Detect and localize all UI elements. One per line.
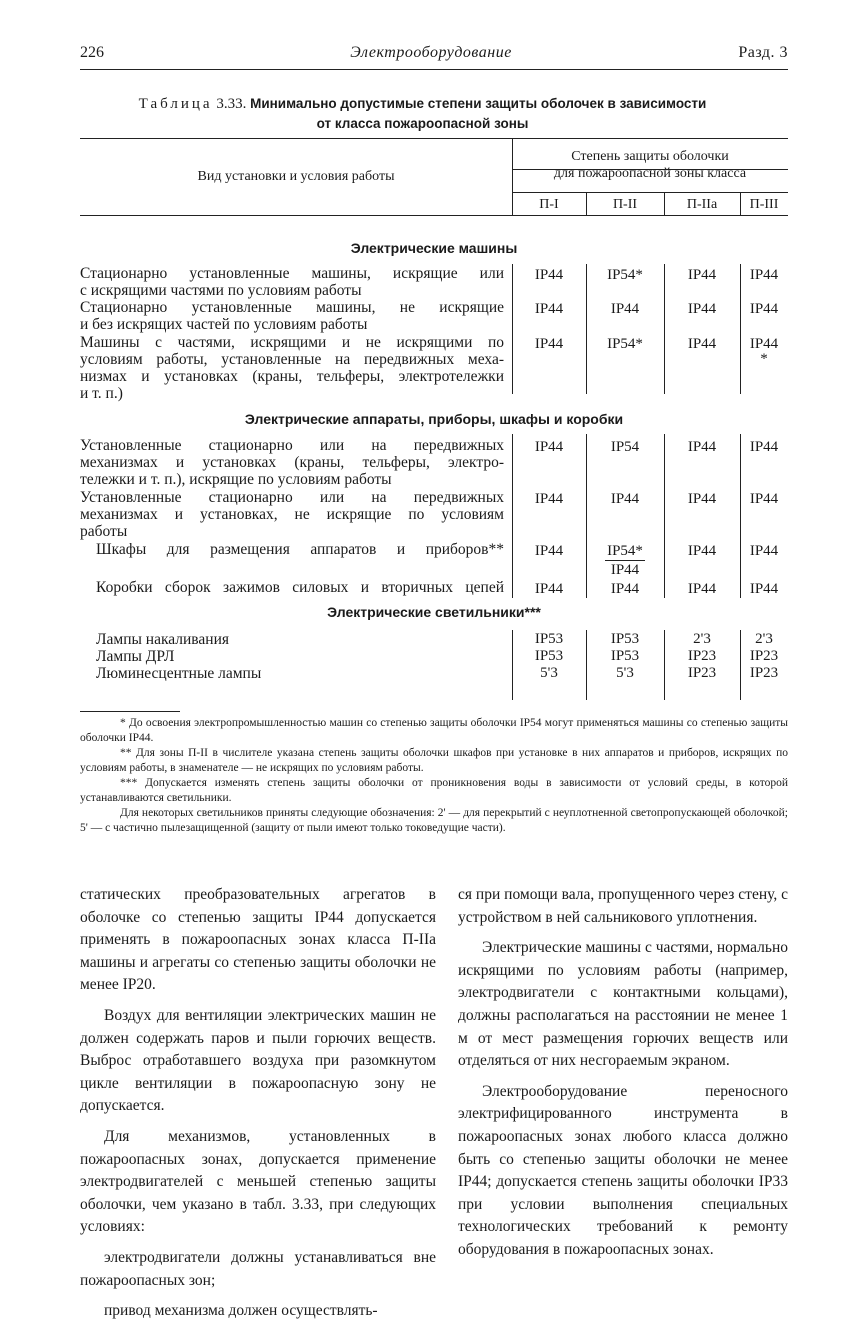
body-paragraph: Электрооборудование переносного электрифицированного инструмента в пожароопасных зонах любого класса должно быть со степенью защиты оболочки не менее IP44; допускается степень защиты оболочки IP33 при условии выполнения специальных технологических требований к ремонту оборудования в пожароопасных зонах. — [458, 1082, 788, 1258]
running-title: Электрооборудование — [350, 44, 512, 61]
table-cell: IP44 — [687, 543, 717, 559]
table-row-label — [80, 489, 504, 540]
fraction — [605, 542, 645, 579]
table-row-label — [96, 579, 504, 596]
table-cell: IP44 — [534, 439, 564, 455]
row-text-line: тележки и т. п.), искрящие по условиям работы — [80, 471, 392, 488]
table-cell: IP54 — [610, 439, 640, 455]
row-text-line: механизмах и установках, не искрящие по условиям — [80, 506, 504, 523]
zone-class-header: П-II — [612, 197, 638, 212]
row-text-line: Стационарно установленные машины, не искрящие — [80, 299, 504, 316]
column-header-protection — [512, 148, 788, 182]
row-text-line: низмах и установках (краны, тельферы, электротележки — [80, 368, 504, 385]
zone-class-header: П-III — [749, 197, 779, 212]
table-cell: IP54* — [607, 336, 643, 352]
table-cell-mark: * — [760, 351, 768, 367]
table-cell: IP44 — [749, 301, 779, 317]
class-row-rule — [512, 192, 788, 193]
zone-class-header: П-IIa — [686, 197, 718, 212]
table-cell: IP44 — [687, 267, 717, 283]
body-paragraph: Воздух для вентиляции электрических машин не должен содержать паров и пыли горючих веществ. Выброс отработавшего воздуха при разомкнутом цикле вентиляции в пожароопасную зону не допускается. — [80, 1006, 436, 1115]
body-paragraph: Для механизмов, установленных в пожароопасных зонах, допускается применение электродвигателей с меньшей степенью защиты оболочки, чем указано в табл. 3.33, при следующих условиях: — [80, 1127, 436, 1236]
table-cell: IP44 — [687, 439, 717, 455]
fraction-denominator: IP44 — [610, 562, 640, 578]
table-cell-value: 2'3 — [693, 631, 711, 647]
table-row-label — [80, 334, 504, 402]
caption-number: 3.33. — [216, 96, 247, 112]
section-title: Электрические машины — [350, 240, 518, 256]
table-cell-value: 5'3 — [540, 665, 558, 681]
table-cell: IP44 — [749, 491, 779, 507]
footnote: * До освоения электропромышленностью машин со степенью защиты оболочки IP54 могут применяться машины со степенью защиты оболочки IP44. — [80, 717, 788, 744]
table-row-label — [96, 631, 504, 682]
table-cell-value: IP23 — [749, 665, 779, 681]
table-cell: IP44 — [749, 581, 779, 597]
table-cell-value: IP53 — [534, 631, 564, 647]
body-paragraph: ся при помощи вала, пропущенного через стену, с устройством в ней сальникового уплотнения. — [458, 886, 788, 926]
footnote: ** Для зоны П-II в числителе указана степень защиты оболочки шкафов при установке в них аппаратов и приборов, искрящих по условиям работы, в знаменателе — не искрящих по условиям работы. — [80, 747, 788, 774]
column-rule — [664, 434, 665, 598]
table-cell: IP44 — [610, 491, 640, 507]
table-cell: IP44 — [749, 267, 779, 283]
body-paragraph: привод механизма должен осуществлять- — [104, 1302, 378, 1320]
table-cell-value: 2'3 — [755, 631, 773, 647]
table-cell — [586, 542, 664, 579]
column-header-protection-line1: Степень защиты оболочки — [571, 149, 729, 164]
table-cell-value: IP53 — [610, 648, 640, 664]
row-text-line: Установленные стационарно или на передвижных — [80, 437, 504, 454]
footnotes — [80, 716, 788, 836]
body-paragraph: электродвигатели должны устанавливаться вне пожароопасных зон; — [80, 1248, 436, 1289]
section-label: Разд. 3 — [738, 44, 788, 61]
row-text-line: Стационарно установленные машины, искрящие или — [80, 265, 504, 282]
column-header-protection-line2: для пожароопасной зоны класса — [553, 166, 747, 181]
row-text-line: и без искрящих частей по условиям работы — [80, 316, 368, 333]
table-cell — [664, 631, 740, 682]
zone-class-header: П-I — [539, 197, 559, 212]
row-text-line: Шкафы для размещения аппаратов и приборов** — [96, 541, 504, 558]
table-row-label — [80, 265, 504, 299]
table-cell: IP54* — [607, 267, 643, 283]
page-number: 226 — [80, 44, 104, 61]
column-rule — [740, 434, 741, 598]
table-cell: IP44 — [610, 301, 640, 317]
body-column-left — [80, 884, 436, 1331]
table-caption — [60, 94, 785, 133]
section-title: Электрические аппараты, приборы, шкафы и коробки — [244, 411, 624, 427]
table-cell: IP44 — [687, 581, 717, 597]
caption-title-2: от класса пожароопасной зоны — [316, 116, 529, 131]
footnote-rule — [80, 711, 180, 712]
table-cell-value: 5'3 — [616, 665, 634, 681]
footnote: Для некоторых светильников приняты следующие обозначения: 2' — для перекрытий с неуплотненной светопропускающей оболочкой; 5' — с частично пылезащищенной (защиту от пыли имеют только токоведущие части). — [80, 807, 788, 834]
table-cell: IP44 — [749, 439, 779, 455]
table-cell — [512, 631, 586, 682]
caption-line-1 — [60, 94, 785, 114]
table-cell-value: IP53 — [534, 648, 564, 664]
table-cell: IP44 — [534, 581, 564, 597]
table-cell-value: IP44 — [749, 336, 779, 352]
column-header-installation: Вид установки и условия работы — [197, 169, 395, 184]
section-title: Электрические светильники*** — [327, 604, 541, 620]
table-cell: IP44 — [687, 336, 717, 352]
row-text-line: Лампы ДРЛ — [96, 648, 175, 665]
table-top-rule — [80, 138, 788, 139]
table-cell-value: IP23 — [749, 648, 779, 664]
fraction-numerator: IP54* — [607, 543, 643, 559]
body-paragraph: Электрические машины с частями, нормально искрящими по условиям работы (например, электродвигатели с контактными кольцами), должны располагаться на расстоянии не менее 1 м от мест размещения горючих веществ или отделяться от них несгораемым экраном. — [458, 939, 788, 1070]
table-cell: IP44 — [610, 581, 640, 597]
column-rule — [512, 434, 513, 598]
table-cell: IP44 — [534, 336, 564, 352]
table-row-label — [96, 541, 504, 558]
row-text-line: с искрящими частями по условиям работы — [80, 282, 362, 299]
body-column-right — [458, 884, 788, 1270]
table-cell: IP44 — [534, 267, 564, 283]
table-cell-value: IP23 — [687, 665, 717, 681]
table-cell: IP44 — [687, 301, 717, 317]
row-text-line: условиям работы, установленные на передвижных меха- — [80, 351, 504, 368]
body-paragraph: статических преобразовательных агрегатов в оболочке со степенью защиты IP44 допускается применять в пожароопасных зонах класса П-IIa машины и агрегаты со степенью защиты оболочки не менее IP20. — [80, 886, 436, 994]
table-cell-value: IP53 — [610, 631, 640, 647]
table-row-label — [80, 299, 504, 333]
table-cell: IP44 — [534, 543, 564, 559]
header-rule — [80, 69, 788, 70]
table-cell: IP44 — [749, 543, 779, 559]
footnote: *** Допускается изменять степень защиты оболочки от проникновения воды в зависимости от условий среды, в которой устанавливаются светильники. — [80, 777, 788, 804]
row-text-line: Машины с частями, искрящими и не искрящими по — [80, 334, 504, 351]
caption-lead: Таблица — [138, 96, 213, 112]
table-cell: IP44 — [534, 491, 564, 507]
row-text-line: Лампы накаливания — [96, 631, 230, 648]
row-text-line: механизмах и установках (краны, тельферы, электро- — [80, 454, 504, 471]
header-bottom-rule — [80, 215, 788, 216]
table-cell: IP44 — [534, 301, 564, 317]
table-cell — [586, 631, 664, 682]
row-text-line: Коробки сборок зажимов силовых и вторичных цепей — [96, 579, 504, 596]
caption-title-1: Минимально допустимые степени защиты оболочек в зависимости — [250, 96, 707, 111]
table-cell — [740, 335, 788, 365]
row-text-line: работы — [80, 523, 128, 540]
table-cell: IP44 — [687, 491, 717, 507]
table-row-label — [80, 437, 504, 488]
table-cell — [740, 631, 788, 682]
row-text-line: Установленные стационарно или на передвижных — [80, 489, 504, 506]
row-text-line: Люминесцентные лампы — [96, 665, 262, 682]
table-cell-value: IP23 — [687, 648, 717, 664]
row-text-line: и т. п.) — [80, 385, 123, 402]
